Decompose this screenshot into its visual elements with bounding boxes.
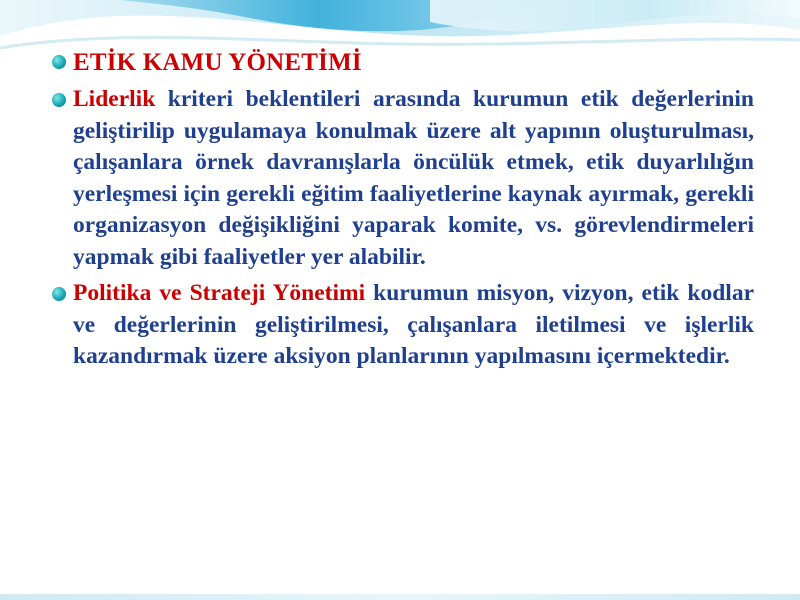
bullet-text: [73, 278, 754, 373]
bullet-icon: [52, 93, 66, 107]
bullet-item-politika: [48, 278, 754, 373]
bullet-body: kurumun misyon, vizyon, etik kodlar ve değerlerinin geliştirilmesi, çalışanlara iletilmesi ve işlerlik kazandırmak üzere aksiyon planlarının yapılmasını içermektedir.: [73, 280, 755, 369]
bullet-highlight: Politika ve Strateji Yönetimi: [73, 280, 366, 306]
bullet-item-liderlik: [48, 84, 754, 273]
bullet-body: kriteri beklentileri arasında kurumun etik değerlerinin geliştirilip uygulamaya konulmak üzere alt yapının oluşturulması, çalışanlara örnek davranışlarla öncülük etmek, etik duyarlılığın yerleşmesi için gerekli eğitim faaliyetlerine kaynak ayırmak, gerekli organizasyon değişikliğini yaparak komite, vs. görevlendirmeleri yapmak gibi faaliyetler yer alabilir.: [73, 86, 754, 270]
title-bullet-row: [48, 48, 754, 84]
bullet-highlight: Liderlik: [73, 86, 156, 112]
bottom-band-decoration: [0, 594, 800, 600]
bullet-icon: [52, 55, 66, 69]
slide-title: ETİK KAMU YÖNETİMİ: [73, 49, 362, 76]
slide-content: [48, 48, 754, 373]
bullet-text: [73, 84, 754, 273]
bullet-icon: [52, 287, 66, 301]
